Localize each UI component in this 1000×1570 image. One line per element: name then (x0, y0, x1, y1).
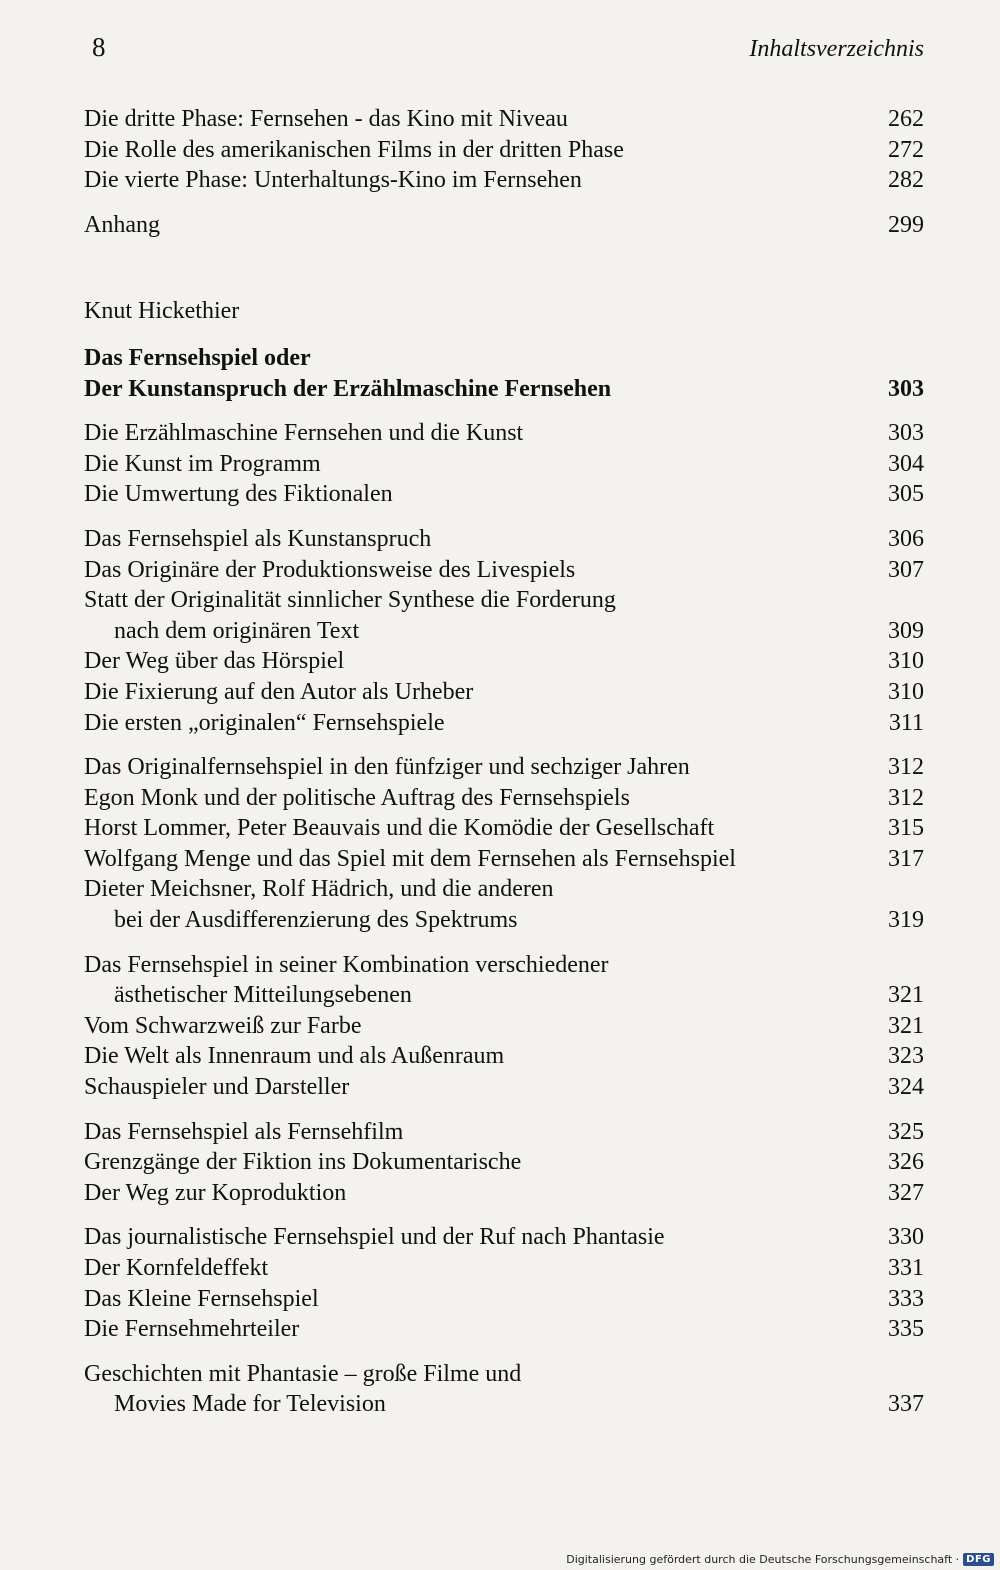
toc-entry-page: 321 (888, 982, 924, 1009)
toc-entry-title: Die Welt als Innenraum und als Außenraum (84, 1043, 505, 1070)
toc-entry-title: Schauspieler und Darsteller (84, 1074, 350, 1101)
toc-entry-title: Die vierte Phase: Unterhaltungs-Kino im Fernsehen (84, 167, 582, 194)
toc-entry-page: 333 (888, 1285, 924, 1312)
toc-entry-title: Die Fernsehmehrteiler (84, 1316, 300, 1343)
toc-entry-page: 337 (888, 1391, 924, 1418)
toc-entry (84, 646, 924, 677)
toc-entry-page: 324 (888, 1074, 924, 1101)
toc-entry-title: Die Rolle des amerikanischen Films in der dritten Phase (84, 136, 624, 163)
toc-entry-title: Die Erzählmaschine Fernsehen und die Kunst (84, 420, 524, 447)
toc-entry-page: 325 (888, 1118, 924, 1145)
toc-group-2 (84, 418, 924, 510)
table-of-contents (84, 104, 924, 1420)
toc-group-8 (84, 1359, 924, 1420)
toc-entry (84, 449, 924, 480)
toc-entry (84, 708, 924, 739)
section-author: Knut Hickethier (84, 298, 240, 325)
toc-entry-page: 310 (888, 648, 924, 675)
toc-entry-page: 330 (888, 1224, 924, 1251)
toc-entry-title: Wolfgang Menge und das Spiel mit dem Fernsehen als Fernsehspiel (84, 845, 736, 872)
toc-entry-title: Das journalistische Fernsehspiel und der Ruf nach Phantasie (84, 1224, 665, 1251)
toc-entry-title: Das Fernsehspiel in seiner Kombination verschiedener ästhetischer Mitteilungsebenen (84, 951, 609, 1009)
toc-entry (84, 104, 924, 135)
page-number: 8 (92, 32, 106, 62)
toc-entry-page: 331 (888, 1255, 924, 1281)
toc-entry-page: 326 (888, 1149, 924, 1176)
toc-entry-title: Die ersten „originalen“ Fernsehspiele (84, 709, 445, 736)
toc-entry-title: Das Originalfernsehspiel in den fünfziger und sechziger Jahren (84, 754, 690, 781)
section-title-line2: Der Kunstanspruch der Erzählmaschine Fernsehen (84, 375, 612, 402)
toc-entry-page: 305 (888, 481, 924, 508)
toc-entry-title: Die Kunst im Programm (84, 450, 321, 477)
toc-entry-title: Egon Monk und der politische Auftrag des Fernsehspiels (84, 784, 630, 811)
toc-entry (84, 1041, 924, 1072)
toc-entry (84, 1359, 924, 1420)
toc-entry-page: 312 (888, 784, 924, 811)
toc-entry-title: Das Fernsehspiel als Kunstanspruch (84, 525, 432, 552)
toc-entry-page: 303 (888, 420, 924, 447)
toc-entry-page: 317 (888, 845, 924, 872)
toc-entry-title: Das Kleine Fernsehspiel (84, 1285, 319, 1312)
toc-entry-title: Der Kornfeldeffekt (84, 1255, 269, 1281)
section-title-line1: Das Fernsehspiel oder (84, 344, 311, 371)
toc-entry-title: Das Originäre der Produktionsweise des Livespiels (84, 556, 576, 583)
digitization-footer (566, 1553, 994, 1566)
toc-entry-page: 335 (888, 1316, 924, 1343)
toc-entry (84, 1178, 924, 1209)
toc-entry-title: Dieter Meichsner, Rolf Hädrich, und die anderen bei der Ausdifferenzierung des Spektrums (84, 876, 554, 934)
toc-group-1 (84, 104, 924, 196)
toc-entry-page: 327 (888, 1179, 924, 1206)
toc-entry-page: 272 (888, 136, 924, 163)
toc-entry-page: 321 (888, 1012, 924, 1039)
toc-entry (84, 1072, 924, 1103)
toc-entry-title: Horst Lommer, Peter Beauvais und die Komödie der Gesellschaft (84, 815, 715, 842)
toc-entry (84, 874, 924, 935)
toc-entry (84, 950, 924, 1011)
toc-entry (84, 1147, 924, 1178)
toc-entry-page: 299 (888, 211, 924, 238)
toc-entry-title: Die Umwertung des Fiktionalen (84, 481, 393, 508)
toc-entry (84, 418, 924, 449)
footer-credit: Digitalisierung gefördert durch die Deutsche Forschungsgemeinschaft · (566, 1553, 960, 1566)
toc-entry-page: 304 (888, 450, 924, 477)
toc-entry-title: Anhang (84, 211, 160, 238)
toc-entry-page: 262 (888, 106, 924, 132)
toc-entry-page: 307 (888, 556, 924, 583)
toc-entry (84, 1117, 924, 1148)
toc-entry-title: Die Fixierung auf den Autor als Urheber (84, 678, 474, 705)
toc-entry-page: 319 (888, 907, 924, 934)
toc-entry (84, 165, 924, 196)
toc-entry (84, 844, 924, 875)
toc-group-4 (84, 752, 924, 936)
section-page: 303 (888, 375, 924, 402)
toc-entry-title: Geschichten mit Phantasie – große Filme und Movies Made for Television (84, 1360, 522, 1418)
toc-entry (84, 1222, 924, 1253)
dfg-logo: DFG (963, 1553, 994, 1566)
toc-entry (84, 479, 924, 510)
page-header (92, 32, 924, 72)
toc-entry (84, 1011, 924, 1042)
toc-entry-title: Grenzgänge der Fiktion ins Dokumentarische (84, 1149, 522, 1176)
toc-group-3 (84, 524, 924, 738)
toc-entry-page: 282 (888, 167, 924, 194)
toc-entry-page: 309 (888, 617, 924, 644)
toc-group-5 (84, 950, 924, 1103)
toc-entry (84, 783, 924, 814)
toc-group-7 (84, 1222, 924, 1344)
toc-entry-page: 312 (888, 754, 924, 781)
toc-entry-page: 311 (888, 709, 924, 736)
toc-entry (84, 524, 924, 555)
running-title: Inhaltsverzeichnis (749, 36, 924, 62)
toc-entry-page: 315 (888, 815, 924, 842)
toc-entry-title: Der Weg über das Hörspiel (84, 648, 345, 675)
toc-entry (84, 1314, 924, 1345)
toc-entry-title: Statt der Originalität sinnlicher Synthese die Forderung nach dem originären Text (84, 587, 616, 644)
toc-entry-page: 323 (888, 1043, 924, 1070)
toc-entry-title: Das Fernsehspiel als Fernsehfilm (84, 1118, 404, 1145)
toc-entry (84, 813, 924, 844)
toc-entry (84, 555, 924, 586)
toc-entry-title: Vom Schwarzweiß zur Farbe (84, 1012, 362, 1039)
toc-entry-title: Der Weg zur Koproduktion (84, 1179, 347, 1206)
toc-entry (84, 585, 924, 646)
toc-entry (84, 1284, 924, 1315)
section-title (84, 343, 924, 404)
toc-entry-title: Die dritte Phase: Fernsehen - das Kino mit Niveau (84, 106, 568, 132)
toc-entry-anhang (84, 210, 924, 241)
toc-entry (84, 1253, 924, 1284)
toc-entry (84, 752, 924, 783)
toc-entry-page: 310 (888, 678, 924, 705)
toc-group-6 (84, 1117, 924, 1209)
toc-entry (84, 677, 924, 708)
toc-entry (84, 135, 924, 166)
toc-entry-page: 306 (888, 525, 924, 552)
